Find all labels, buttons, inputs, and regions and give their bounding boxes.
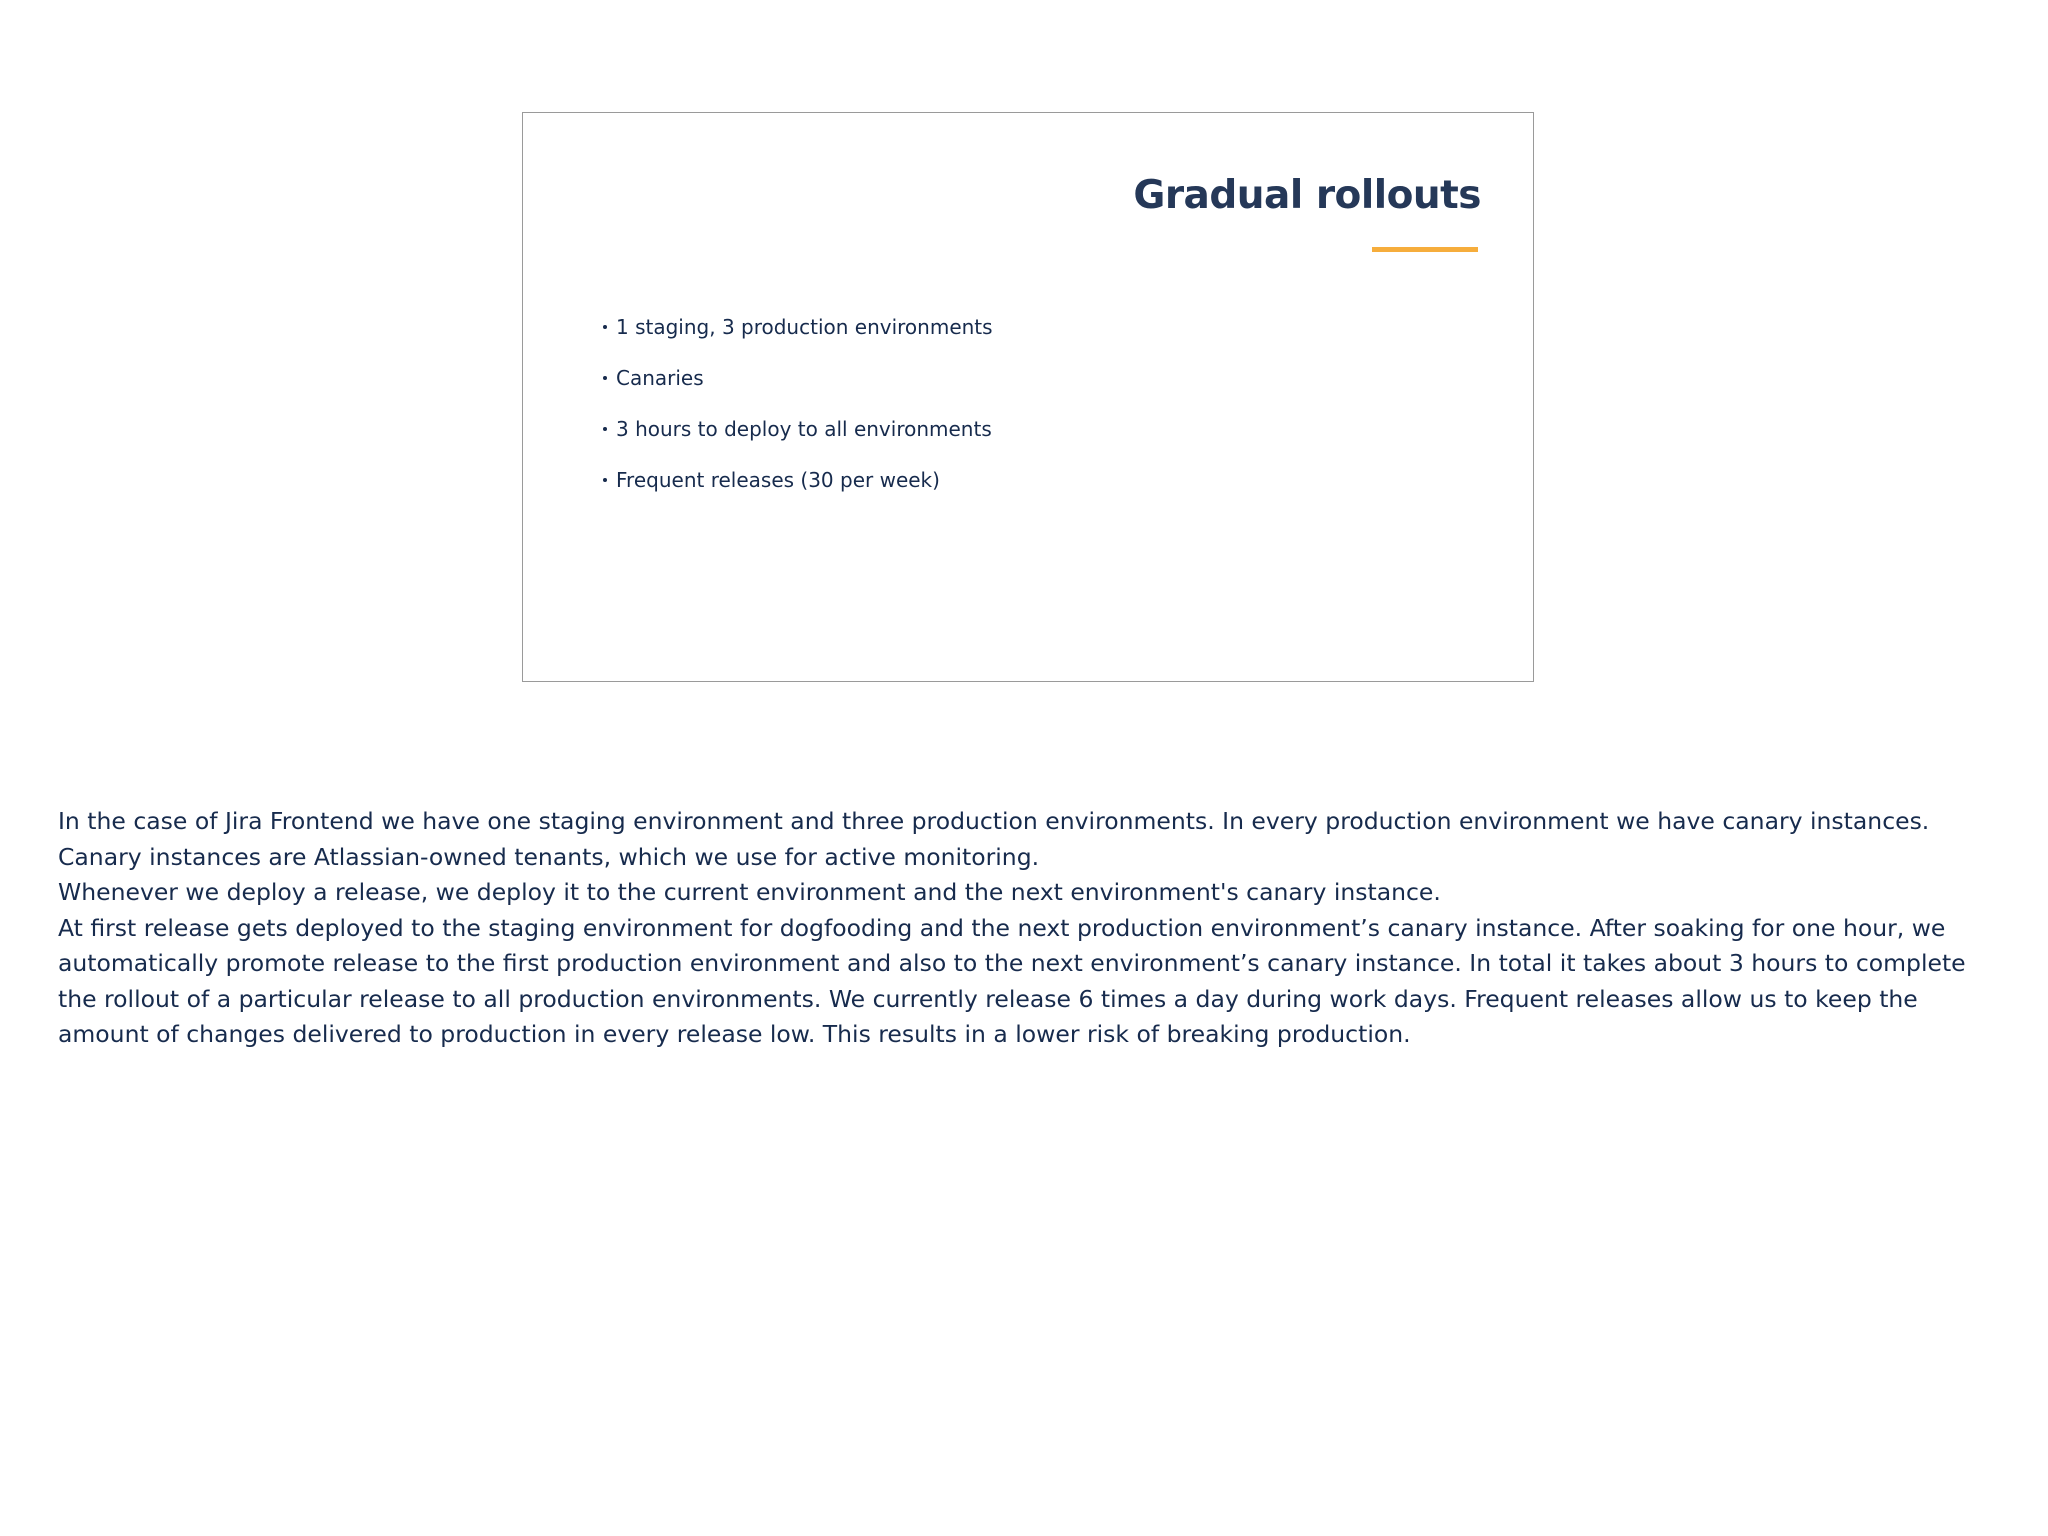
bullet-dot-icon [603,376,607,380]
bullet-item [603,301,993,352]
bullet-item [603,403,993,454]
bullet-dot-icon [603,478,607,482]
bullet-text: 1 staging, 3 production environments [616,314,993,339]
bullet-text: Frequent releases (30 per week) [616,467,940,492]
notes-paragraph: Whenever we deploy a release, we deploy it to the current environment and the next environment's canary instance. [58,878,1441,906]
speaker-notes [58,804,1998,1053]
bullet-dot-icon [603,427,607,431]
notes-paragraph: At first release gets deployed to the staging environment for dogfooding and the next production environment’s canary instance. After soaking for one hour, we automatically promote release to the first production environment and also to the next environment’s canary instance. In total it takes about 3 hours to complete the rollout of a particular release to all production environments. We currently release 6 times a day during work days. Frequent releases allow us to keep the amount of changes delivered to production in every release low. This results in a lower risk of breaking production. [58,913,1966,1048]
bullet-dot-icon [603,325,607,329]
bullet-item [603,454,993,505]
bullet-text: 3 hours to deploy to all environments [616,416,992,441]
bullet-list [603,301,993,505]
notes-paragraph: In the case of Jira Frontend we have one staging environment and three production environments. In every production environment we have canary instances. Canary instances are Atlassian-owned tenants, which we use for active monitoring. [58,807,1930,871]
title-accent-underline [1372,247,1478,252]
bullet-text: Canaries [616,365,704,390]
bullet-item [603,352,993,403]
slide-title: Gradual rollouts [1133,173,1481,218]
slide-thumbnail [522,112,1534,682]
